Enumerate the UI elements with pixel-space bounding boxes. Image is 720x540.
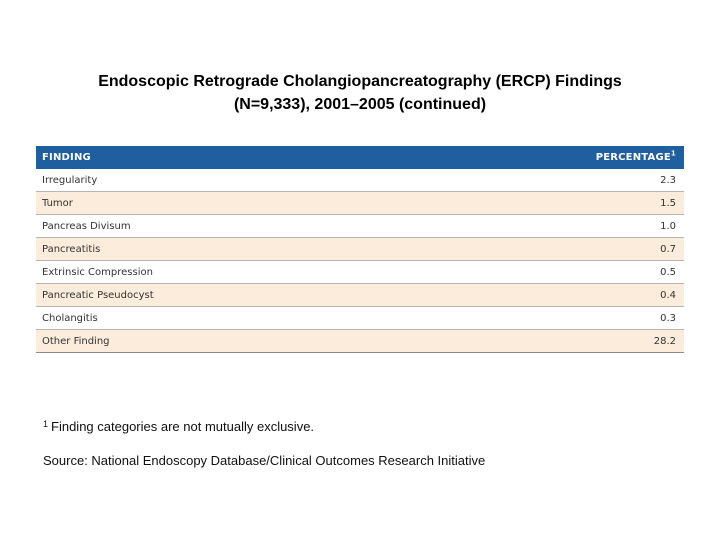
header-percentage-footnote-marker: 1 <box>670 149 676 158</box>
table-row <box>36 261 684 284</box>
footnote-marker: 1 <box>43 419 49 429</box>
title-line-1: Endoscopic Retrograde Cholangiopancreatography (ERCP) Findings <box>98 73 622 90</box>
finding-cell: Other Finding <box>36 330 404 353</box>
table-row <box>36 238 684 261</box>
header-percentage-label: PERCENTAGE <box>595 152 671 163</box>
finding-cell: Tumor <box>36 192 404 215</box>
finding-cell: Extrinsic Compression <box>36 261 404 284</box>
table-row <box>36 307 684 330</box>
table-row <box>36 284 684 307</box>
header-finding: FINDING <box>42 152 91 163</box>
footnote <box>43 419 314 434</box>
title-line-2: (N=9,333), 2001–2005 (continued) <box>233 96 487 113</box>
table-header <box>36 146 684 169</box>
table-row <box>36 169 684 192</box>
table-row <box>36 215 684 238</box>
finding-cell: Cholangitis <box>36 307 404 330</box>
percentage-cell: 0.7 <box>404 238 684 261</box>
percentage-cell: 2.3 <box>404 169 684 192</box>
percentage-cell: 0.4 <box>404 284 684 307</box>
table-row <box>36 330 684 353</box>
finding-cell: Pancreatitis <box>36 238 404 261</box>
table-row <box>36 192 684 215</box>
header-percentage <box>404 146 684 169</box>
percentage-cell: 28.2 <box>404 330 684 353</box>
percentage-cell: 1.5 <box>404 192 684 215</box>
findings-table <box>36 146 684 353</box>
percentage-cell: 0.5 <box>404 261 684 284</box>
percentage-cell: 1.0 <box>404 215 684 238</box>
finding-cell: Irregularity <box>36 169 404 192</box>
page-title <box>0 70 720 116</box>
footnote-text: Finding categories are not mutually exclusive. <box>51 419 315 434</box>
source-note: Source: National Endoscopy Database/Clinical Outcomes Research Initiative <box>43 453 486 468</box>
finding-cell: Pancreatic Pseudocyst <box>36 284 404 307</box>
finding-cell: Pancreas Divisum <box>36 215 404 238</box>
percentage-cell: 0.3 <box>404 307 684 330</box>
